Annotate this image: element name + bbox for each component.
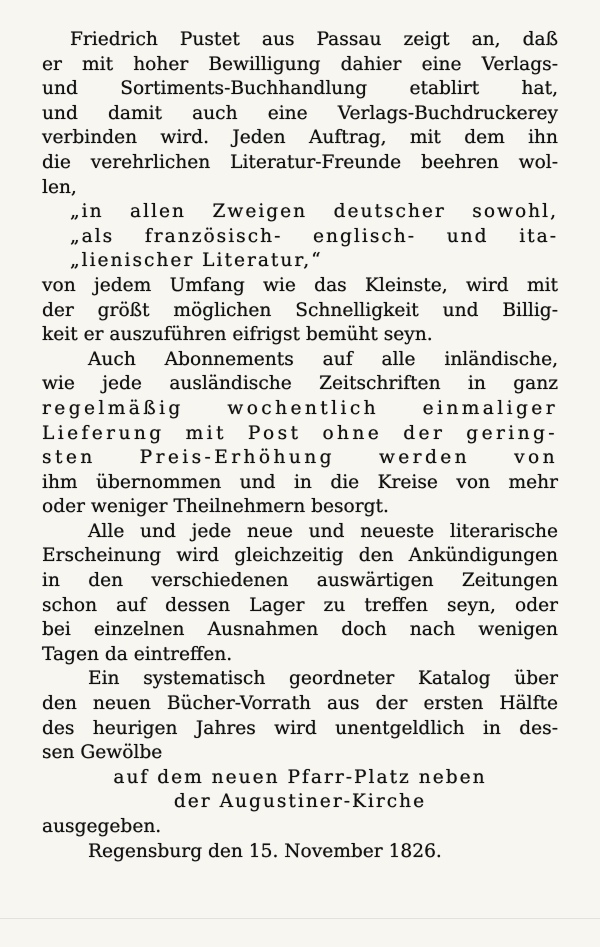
text-line: in den verschiedenen auswärtigen Zeitungen [42, 570, 558, 592]
text-line: die verehrlichen Literatur-Freunde beehren wol- [42, 151, 558, 173]
text-line: Auch Abonnements auf alle inländische, [88, 348, 558, 370]
text-line: keit er auszuführen eifrigst bemüht seyn. [42, 324, 433, 346]
text-line: verbinden wird. Jeden Auftrag, mit dem ihn [42, 127, 558, 149]
text-line: regelmäßig wochentlich einmaliger [42, 397, 558, 419]
text-line: oder weniger Theilnehmern besorgt. [42, 496, 389, 518]
text-line: Friedrich Pustet aus Passau zeigt an, daß [70, 29, 558, 50]
text-line: von jedem Umfang wie das Kleinste, wird mit [42, 274, 558, 296]
text-line: sen Gewölbe [42, 742, 163, 764]
location-line: auf dem neuen Pfarr-Platz neben [113, 766, 487, 788]
announcement-text [42, 28, 558, 864]
text-line: er mit hoher Bewilligung dahier eine Verlags- [42, 53, 558, 75]
text-line: den neuen Bücher-Vorrath aus der ersten Hälfte [42, 693, 558, 715]
text-line: Lieferung mit Post ohne der gering- [42, 422, 558, 444]
text-line: len, [42, 176, 77, 198]
text-line: Alle und jede neue und neueste literarische [88, 520, 558, 542]
location-line: der Augustiner-Kirche [173, 791, 427, 813]
paragraph-new-publications [42, 520, 558, 668]
text-line: sten Preis-Erhöhung werden von [42, 447, 558, 469]
text-line: schon auf dessen Lager zu treffen seyn, oder [42, 594, 558, 616]
paragraph-catalogue [42, 667, 558, 765]
text-line: bei einzelnen Ausnahmen doch nach wenigen [42, 619, 558, 641]
shop-location [42, 766, 558, 815]
paragraph-intro [42, 28, 558, 200]
text-line: Erscheinung wird gleichzeitig den Ankündigungen [42, 545, 558, 567]
closing-word: ausgegeben. [42, 816, 162, 837]
text-line: der größt möglichen Schnelligkeit und Billig- [42, 299, 558, 321]
quote-line: „lienischer Literatur,“ [70, 250, 323, 272]
text-line: Ein systematisch geordneter Katalog über [88, 668, 558, 690]
quote-line: „in allen Zweigen deutscher sowohl, [70, 201, 558, 223]
paragraph-subscriptions [42, 348, 558, 520]
text-line: wie jede ausländische Zeitschriften in ganz [42, 373, 558, 395]
text-line: und Sortiments-Buchhandlung etablirt hat, [42, 78, 558, 100]
quote-line: „als französisch- englisch- und ita- [70, 225, 558, 247]
paragraph-intro-continued [42, 274, 558, 348]
page-edge-shadow [0, 918, 600, 919]
quoted-literature-clause [42, 200, 558, 274]
text-line: Tagen da eintreffen. [42, 643, 233, 665]
dateline: Regensburg den 15. November 1826. [88, 840, 442, 862]
text-line: und damit auch eine Verlags-Buchdruckerey [42, 102, 558, 124]
text-line: des heurigen Jahres wird unentgeldlich in des- [42, 717, 558, 739]
text-line: ihm übernommen und in die Kreise von mehr [42, 471, 558, 493]
